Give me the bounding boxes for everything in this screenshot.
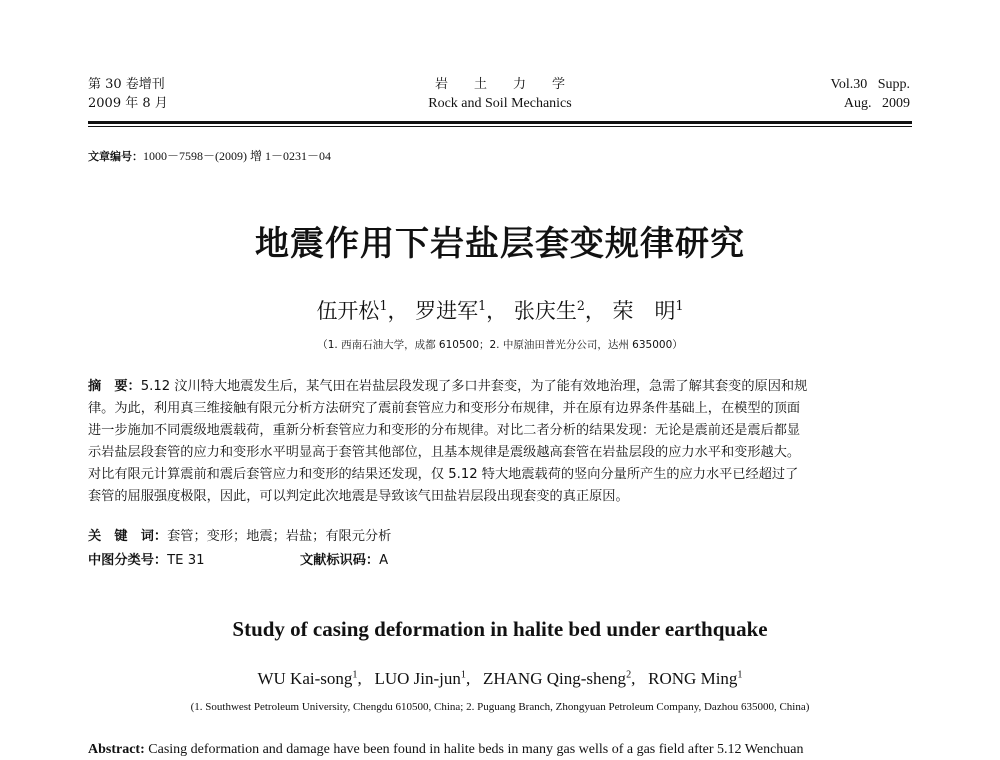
classification-number	[88, 549, 205, 568]
article-number-value: 1000－7598－(2009) 增 1－0231－04	[143, 149, 331, 163]
keywords-cn-value: 套管；变形；地震；岩盐；有限元分析	[167, 529, 392, 544]
author-en: RONG Ming	[648, 669, 738, 688]
header-rule-thick	[88, 121, 912, 124]
author-cn: 荣 明	[612, 299, 676, 323]
abstract-en	[88, 742, 912, 758]
affiliation-en: (1. Southwest Petroleum University, Chengdu 610500, China; 2. Puguang Branch, Zhongyuan Petroleum Company, Dazhou 635000, China)	[190, 701, 810, 713]
header-journal-en: Rock and Soil Mechanics	[428, 96, 572, 111]
title-cn: 地震作用下岩盐层套变规律研究	[255, 224, 745, 264]
author-sup: 2	[626, 669, 632, 681]
header-date-cn: 2009 年 8 月	[88, 96, 168, 111]
affiliation-cn: （1. 西南石油大学，成都 610500；2. 中原油田普光分公司，达州 635000）	[317, 339, 683, 351]
abstract-cn-line: 对比有限元计算震前和震后套管应力和变形的结果还发现，仅 5.12 特大地震载荷的竖向分量所产生的应力水平已经超过了	[88, 467, 799, 482]
header-date-en: Aug. 2009	[843, 96, 910, 111]
abstract-cn-line	[88, 376, 912, 398]
author-sup: 1	[675, 298, 684, 313]
author-sup: 1	[478, 298, 487, 313]
abstract-en-text: Casing deformation and damage have been found in halite beds in many gas wells of a gas field after 5.12 Wenchuan	[148, 742, 804, 757]
header-journal-cn: 岩土力学	[434, 77, 591, 92]
author-sup: 1	[460, 669, 466, 681]
header-volume-date-en	[831, 75, 910, 113]
abstract-cn-label: 摘 要：	[88, 379, 141, 394]
abstract-cn	[88, 376, 912, 508]
author-en: ZHANG Qing-sheng	[482, 669, 627, 688]
header-rule-thin	[88, 126, 912, 127]
document-code-value: A	[379, 553, 389, 568]
authors-cn: 伍开松$^1$， 罗进军$^1$， 张庆生$^2$， 荣 明$^1$	[316, 298, 684, 323]
abstract-cn-line: 示岩盐层段套管的应力和变形水平明显高于套管其他部位，且基本规律是震级越高套管在岩盐层段的应力水平和变形越大。	[88, 445, 801, 460]
header-volume-en: Vol.30 Supp.	[830, 77, 910, 92]
author-cn: 罗进军	[415, 299, 479, 323]
author-cn: 张庆生	[513, 299, 577, 323]
article-number-label: 文章编号：	[88, 150, 143, 163]
author-sup: 2	[576, 298, 585, 313]
document-code	[300, 549, 388, 568]
author-sup: 1	[352, 669, 358, 681]
title-en: Study of casing deformation in halite bed under earthquake	[232, 617, 768, 641]
author-cn: 伍开松	[316, 299, 380, 323]
classification-value: TE 31	[167, 553, 205, 568]
authors-en: WU Kai-song$^1$, LUO Jin-jun$^1$, ZHANG Qing-sheng$^2$, RONG Ming$^1$	[257, 669, 743, 688]
abstract-cn-line: 套管的屈服强度极限，因此，可以判定此次地震是导致该气田盐岩层段出现套变的真正原因。	[88, 489, 629, 504]
abstract-cn-line: 律。为此，利用真三维接触有限元分析方法研究了震前套管应力和变形分布规律，并在原有边界条件基础上，在模型的顶面	[88, 401, 801, 416]
header-volume-cn: 第 30 卷增刊	[88, 77, 165, 92]
author-en: WU Kai-song	[257, 669, 353, 688]
abstract-en-label: Abstract:	[88, 742, 145, 757]
abstract-cn-text: 5.12 汶川特大地震发生后，某气田在岩盐层段发现了多口井套变，为了能有效地治理，急需了解其套变的原因和规	[140, 379, 808, 394]
abstract-cn-line: 进一步施加不同震级地震载荷，重新分析套管应力和变形的分布规律。对比二者分析的结果发现：无论是震前还是震后都显	[88, 423, 801, 438]
document-code-label: 文献标识码：	[300, 553, 380, 568]
keywords-cn-label: 关 键 词：	[88, 529, 168, 544]
article-number	[88, 147, 331, 164]
author-en: LUO Jin-jun	[374, 669, 461, 688]
keywords-cn	[88, 525, 391, 544]
author-sup: 1	[737, 669, 743, 681]
classification-label: 中图分类号：	[88, 553, 168, 568]
author-sup: 1	[379, 298, 388, 313]
